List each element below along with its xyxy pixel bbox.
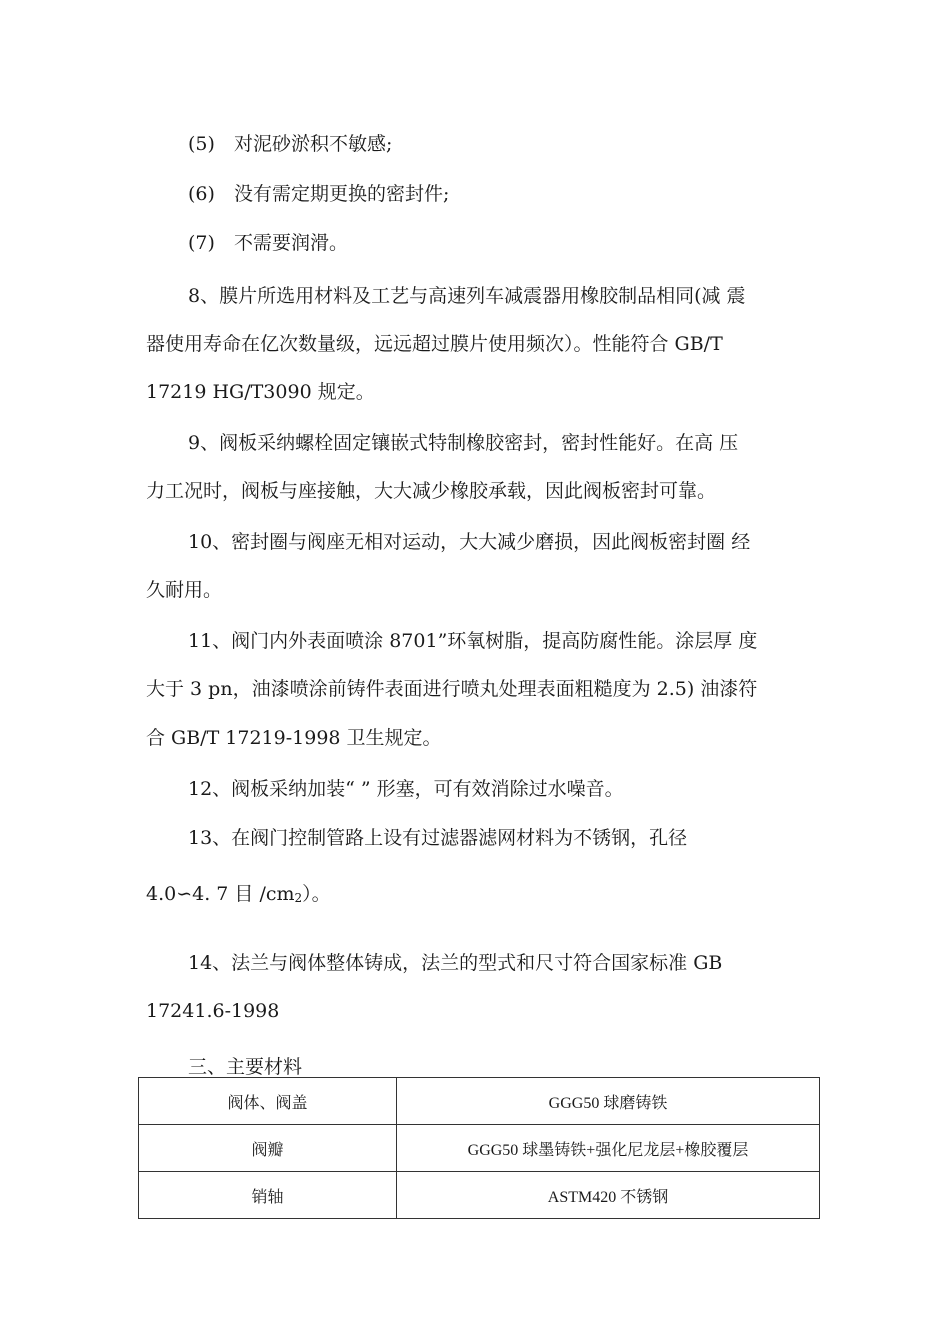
table-cell-part: 销轴 (139, 1172, 397, 1219)
paragraph-10-line-2: 久耐用。 (146, 579, 223, 601)
paragraph-14-line-2: 17241.6-1998 (146, 1000, 280, 1022)
table-cell-part: 阀瓣 (139, 1125, 397, 1172)
mesh-spec-tail: ）。 (302, 883, 331, 905)
paragraph-8-line-1: 8、膜片所选用材料及工艺与高速列车减震器用橡胶制品相同(减 震 (188, 285, 746, 307)
paragraph-13-line-2 (146, 882, 822, 910)
table-cell-part: 阀体、阀盖 (139, 1078, 397, 1125)
paragraph-14-line-1: 14、法兰与阀体整体铸成，法兰的型式和尺寸符合国家标准 GB (188, 952, 723, 974)
paragraph-9-line-2: 力工况时，阀板与座接触，大大减少橡胶承载，因此阀板密封可靠。 (146, 480, 717, 502)
paragraph-9-line-1: 9、阀板采纳螺栓固定镶嵌式特制橡胶密封，密封性能好。在高 压 (188, 432, 739, 454)
section-heading-materials: 三、主要材料 (188, 1056, 303, 1078)
paragraph-12-line-1: 12、阀板采纳加装“ ” 形塞，可有效消除过水噪音。 (188, 778, 624, 800)
table-row (139, 1172, 820, 1219)
list-number: (7) (188, 232, 215, 254)
paragraph-8-line-3: 17219 HG/T3090 规定。 (146, 381, 375, 403)
list-item-6 (188, 182, 822, 206)
list-text: 不需要润滑。 (234, 232, 349, 254)
table-row (139, 1125, 820, 1172)
table-cell-material: GGG50 球磨铸铁 (397, 1078, 820, 1125)
paragraph-10-line-1: 10、密封圈与阀座无相对运动，大大减少磨损，因此阀板密封圈 经 (188, 531, 751, 553)
paragraph-11-line-2: 大于 3 pn，油漆喷涂前铸件表面进行喷丸处理表面粗糙度为 2.5) 油漆符 (146, 678, 758, 700)
paragraph-11-line-3: 合 GB/T 17219-1998 卫生规定。 (146, 727, 442, 749)
list-item-5 (188, 132, 822, 156)
materials-table (138, 1077, 820, 1219)
list-text: 没有需定期更换的密封件; (234, 183, 450, 205)
list-item-7 (188, 231, 822, 255)
paragraph-13-line-1: 13、在阀门控制管路上设有过滤器滤网材料为不锈钢，孔径 (188, 827, 688, 849)
paragraph-11-line-1: 11、阀门内外表面喷涂 8701”环氧树脂，提高防腐性能。涂层厚 度 (188, 630, 758, 652)
list-text: 对泥砂淤积不敏感; (234, 133, 393, 155)
list-number: (5) (188, 133, 215, 155)
paragraph-8-line-2: 器使用寿命在亿次数量级，远远超过膜片使用频次）。性能符合 GB/T (146, 333, 723, 355)
list-number: (6) (188, 183, 215, 205)
mesh-spec: 4.0∽4. 7 目 /cm (146, 883, 295, 905)
table-row (139, 1078, 820, 1125)
mesh-spec-subscript: 2 (294, 891, 303, 905)
table-cell-material: ASTM420 不锈钢 (397, 1172, 820, 1219)
table-cell-material: GGG50 球墨铸铁+强化尼龙层+橡胶覆层 (397, 1125, 820, 1172)
